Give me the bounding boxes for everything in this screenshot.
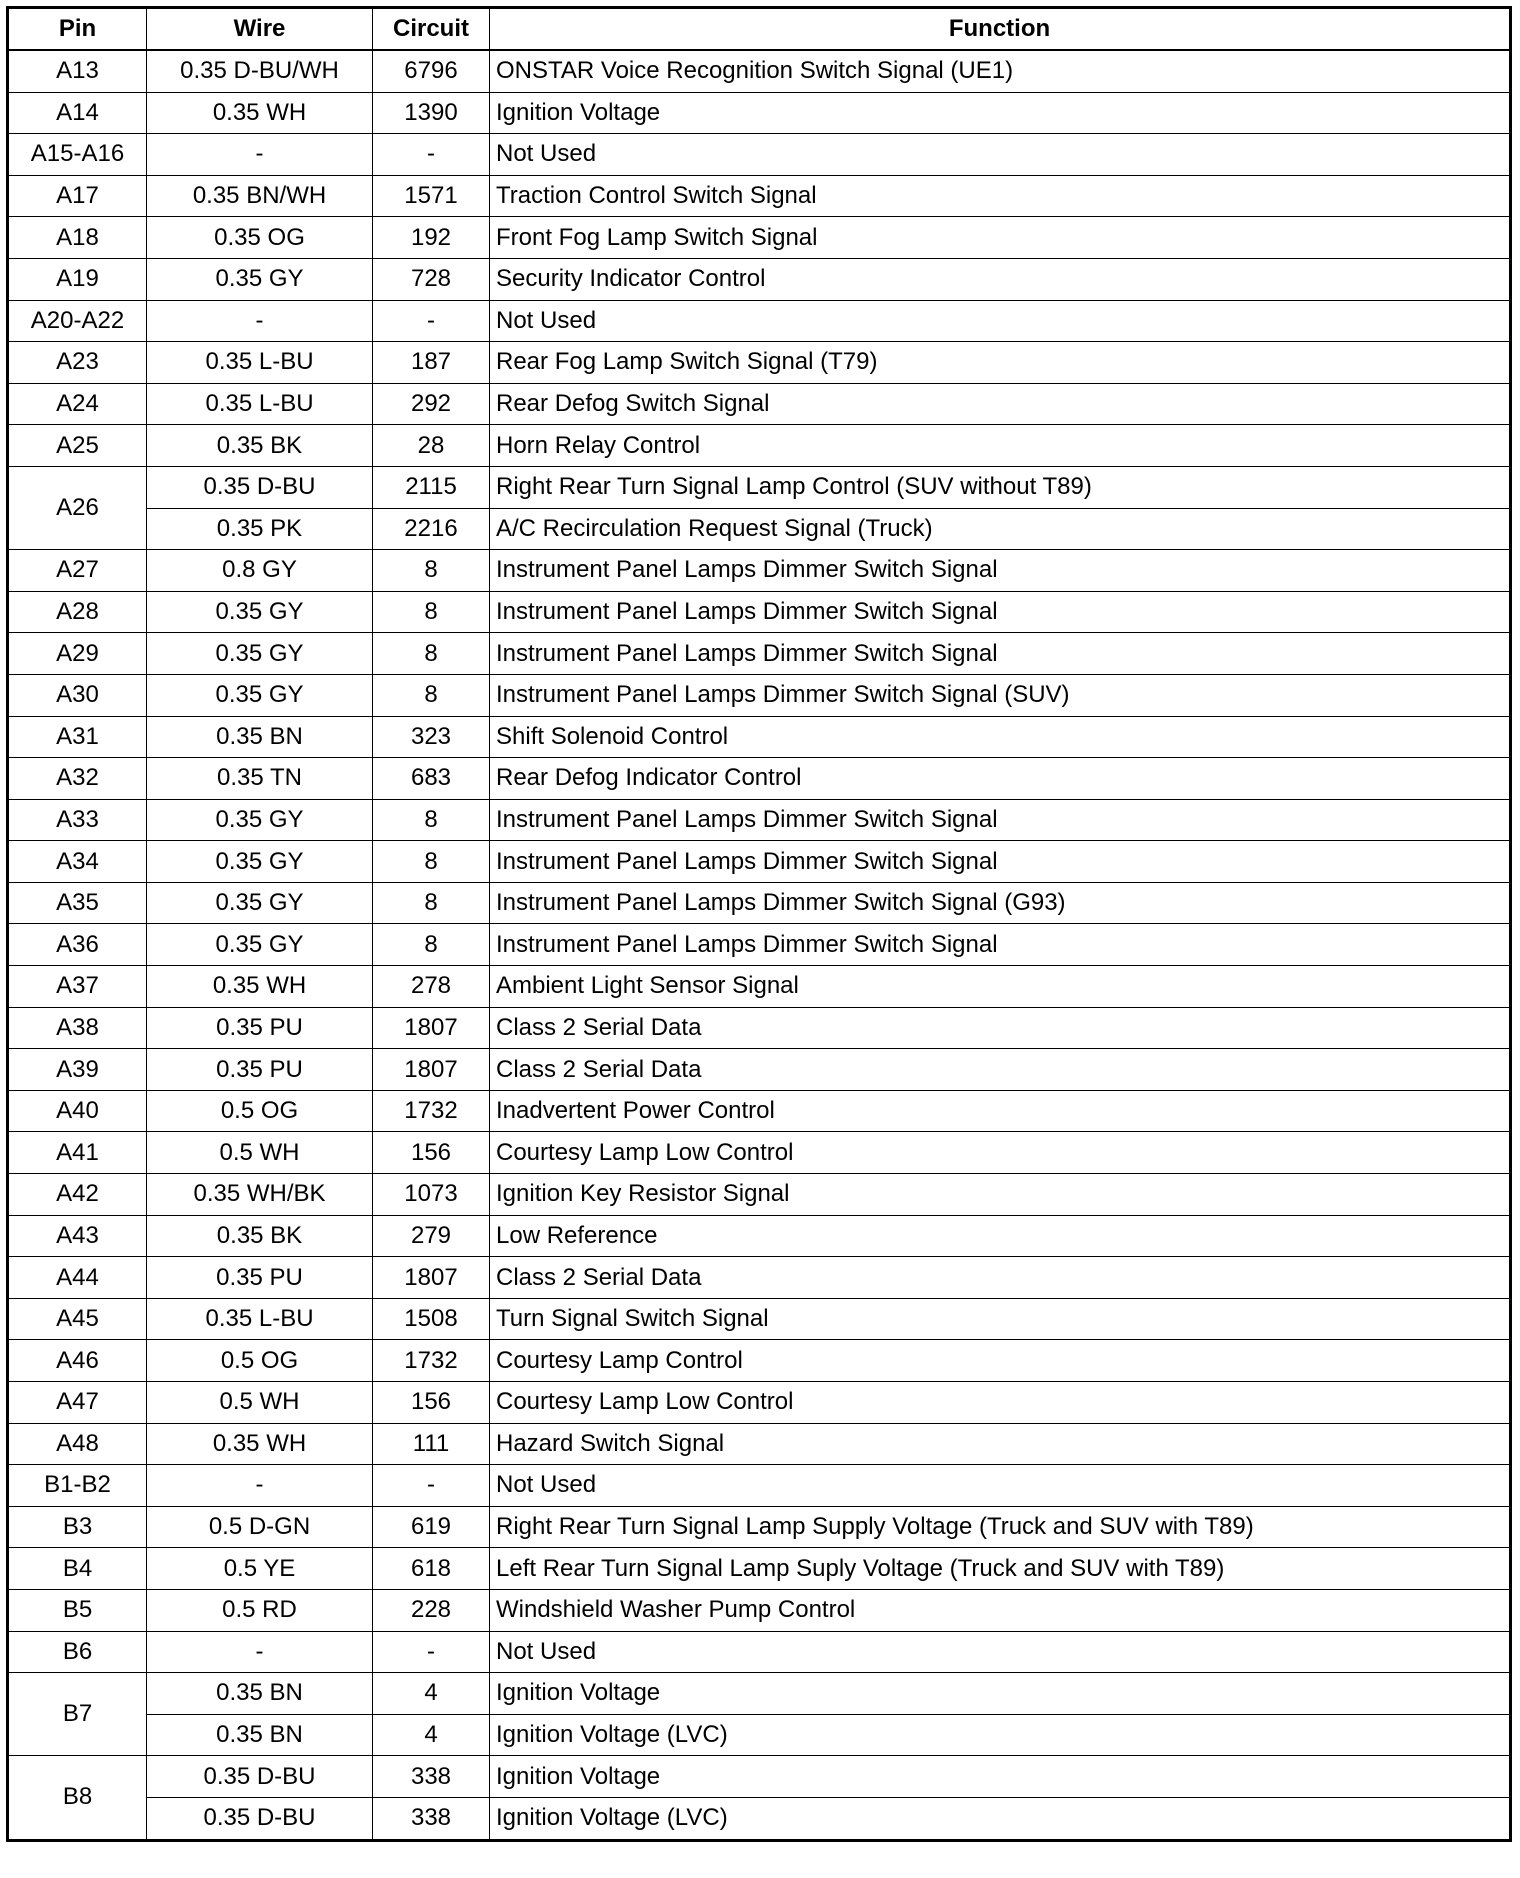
function-cell: Horn Relay Control (490, 425, 1511, 467)
table-row (8, 383, 1511, 425)
circuit-cell: - (373, 300, 490, 342)
header-pin: Pin (8, 8, 147, 51)
wire-cell: 0.5 WH (147, 1132, 373, 1174)
table-row (8, 716, 1511, 758)
wire-cell: 0.35 PU (147, 1007, 373, 1049)
function-cell: Front Fog Lamp Switch Signal (490, 217, 1511, 259)
pin-cell: A28 (8, 591, 147, 633)
function-cell: Instrument Panel Lamps Dimmer Switch Signal (490, 633, 1511, 675)
table-row (8, 591, 1511, 633)
table-row (8, 92, 1511, 134)
wire-cell: 0.35 L-BU (147, 383, 373, 425)
wire-cell: 0.5 D-GN (147, 1506, 373, 1548)
table-row (8, 674, 1511, 716)
header-circuit: Circuit (373, 8, 490, 51)
function-cell: Class 2 Serial Data (490, 1049, 1511, 1091)
circuit-cell: 619 (373, 1506, 490, 1548)
pin-cell: A25 (8, 425, 147, 467)
function-cell: Instrument Panel Lamps Dimmer Switch Signal (490, 841, 1511, 883)
wire-cell: 0.35 GY (147, 674, 373, 716)
table-row (8, 1298, 1511, 1340)
pin-cell: B5 (8, 1589, 147, 1631)
wire-cell: 0.35 PK (147, 508, 373, 550)
function-cell: Class 2 Serial Data (490, 1007, 1511, 1049)
pin-cell: A40 (8, 1090, 147, 1132)
table-row (8, 1215, 1511, 1257)
table-row (8, 1007, 1511, 1049)
function-cell: Ignition Voltage (490, 92, 1511, 134)
wire-cell: - (147, 300, 373, 342)
wire-cell: 0.35 D-BU (147, 466, 373, 508)
table-row (8, 466, 1511, 508)
circuit-cell: 323 (373, 716, 490, 758)
function-cell: Rear Defog Indicator Control (490, 758, 1511, 800)
header-row (8, 8, 1511, 51)
circuit-cell: - (373, 1465, 490, 1507)
circuit-cell: 8 (373, 799, 490, 841)
circuit-cell: 8 (373, 674, 490, 716)
pin-cell: A30 (8, 674, 147, 716)
table-row (8, 1548, 1511, 1590)
wire-cell: 0.35 GY (147, 591, 373, 633)
circuit-cell: 1571 (373, 175, 490, 217)
function-cell: Not Used (490, 1465, 1511, 1507)
circuit-cell: 279 (373, 1215, 490, 1257)
table-row (8, 1174, 1511, 1216)
circuit-cell: 156 (373, 1132, 490, 1174)
connector-pinout-table (6, 6, 1512, 1842)
function-cell: Courtesy Lamp Low Control (490, 1382, 1511, 1424)
function-cell: Ambient Light Sensor Signal (490, 966, 1511, 1008)
pin-cell: A19 (8, 258, 147, 300)
pin-cell: B3 (8, 1506, 147, 1548)
circuit-cell: 292 (373, 383, 490, 425)
wire-cell: 0.35 WH/BK (147, 1174, 373, 1216)
function-cell: Right Rear Turn Signal Lamp Control (SUV without T89) (490, 466, 1511, 508)
function-cell: Courtesy Lamp Control (490, 1340, 1511, 1382)
pin-cell: A27 (8, 550, 147, 592)
table-row (8, 633, 1511, 675)
wire-cell: 0.35 GY (147, 799, 373, 841)
pin-cell: A48 (8, 1423, 147, 1465)
wire-cell: 0.35 GY (147, 924, 373, 966)
pin-cell: A36 (8, 924, 147, 966)
wire-cell: 0.35 PU (147, 1049, 373, 1091)
circuit-cell: 4 (373, 1714, 490, 1756)
function-cell: Rear Fog Lamp Switch Signal (T79) (490, 342, 1511, 384)
function-cell: Shift Solenoid Control (490, 716, 1511, 758)
circuit-cell: 1807 (373, 1257, 490, 1299)
pin-cell: A44 (8, 1257, 147, 1299)
table-row (8, 1132, 1511, 1174)
table-body (8, 50, 1511, 1840)
circuit-cell: 111 (373, 1423, 490, 1465)
function-cell: Instrument Panel Lamps Dimmer Switch Signal (490, 591, 1511, 633)
table-row (8, 300, 1511, 342)
table-row (8, 758, 1511, 800)
table-row (8, 841, 1511, 883)
table-row (8, 924, 1511, 966)
table-row (8, 425, 1511, 467)
header-wire: Wire (147, 8, 373, 51)
table-row (8, 1631, 1511, 1673)
wire-cell: 0.35 D-BU/WH (147, 50, 373, 92)
circuit-cell: 1732 (373, 1090, 490, 1132)
wire-cell: 0.35 BN (147, 1673, 373, 1715)
circuit-cell: 6796 (373, 50, 490, 92)
table-row (8, 1340, 1511, 1382)
function-cell: A/C Recirculation Request Signal (Truck) (490, 508, 1511, 550)
wire-cell: 0.35 PU (147, 1257, 373, 1299)
circuit-cell: 1508 (373, 1298, 490, 1340)
pin-cell: B4 (8, 1548, 147, 1590)
table-row (8, 342, 1511, 384)
table-row (8, 1714, 1511, 1756)
function-cell: Instrument Panel Lamps Dimmer Switch Signal (SUV) (490, 674, 1511, 716)
circuit-cell: 187 (373, 342, 490, 384)
table-row (8, 134, 1511, 176)
circuit-cell: 2115 (373, 466, 490, 508)
circuit-cell: 1732 (373, 1340, 490, 1382)
wire-cell: 0.35 TN (147, 758, 373, 800)
table-row (8, 1797, 1511, 1840)
circuit-cell: 228 (373, 1589, 490, 1631)
wire-cell: 0.5 WH (147, 1382, 373, 1424)
circuit-cell: 1807 (373, 1007, 490, 1049)
wire-cell: 0.35 GY (147, 633, 373, 675)
circuit-cell: 2216 (373, 508, 490, 550)
pin-cell: A43 (8, 1215, 147, 1257)
pin-cell: B7 (8, 1673, 147, 1756)
pin-cell: A38 (8, 1007, 147, 1049)
pin-cell: A26 (8, 466, 147, 549)
table-row (8, 1090, 1511, 1132)
table-row (8, 1756, 1511, 1798)
circuit-cell: 1807 (373, 1049, 490, 1091)
function-cell: ONSTAR Voice Recognition Switch Signal (UE1) (490, 50, 1511, 92)
function-cell: Traction Control Switch Signal (490, 175, 1511, 217)
circuit-cell: 8 (373, 882, 490, 924)
table-row (8, 1382, 1511, 1424)
function-cell: Security Indicator Control (490, 258, 1511, 300)
wire-cell: - (147, 134, 373, 176)
circuit-cell: 8 (373, 550, 490, 592)
pin-cell: B6 (8, 1631, 147, 1673)
circuit-cell: 8 (373, 633, 490, 675)
table-row (8, 966, 1511, 1008)
pin-cell: A42 (8, 1174, 147, 1216)
function-cell: Instrument Panel Lamps Dimmer Switch Signal (G93) (490, 882, 1511, 924)
function-cell: Ignition Key Resistor Signal (490, 1174, 1511, 1216)
pin-cell: A33 (8, 799, 147, 841)
function-cell: Windshield Washer Pump Control (490, 1589, 1511, 1631)
pin-cell: B8 (8, 1756, 147, 1840)
wire-cell: 0.35 WH (147, 966, 373, 1008)
circuit-cell: - (373, 134, 490, 176)
circuit-cell: 618 (373, 1548, 490, 1590)
circuit-cell: 1073 (373, 1174, 490, 1216)
wire-cell: 0.35 WH (147, 1423, 373, 1465)
pin-cell: A14 (8, 92, 147, 134)
pin-cell: A23 (8, 342, 147, 384)
table-row (8, 217, 1511, 259)
wire-cell: - (147, 1465, 373, 1507)
table-row (8, 1673, 1511, 1715)
circuit-cell: 8 (373, 841, 490, 883)
wire-cell: 0.35 BN (147, 1714, 373, 1756)
function-cell: Instrument Panel Lamps Dimmer Switch Signal (490, 550, 1511, 592)
pin-cell: A20-A22 (8, 300, 147, 342)
function-cell: Turn Signal Switch Signal (490, 1298, 1511, 1340)
pin-cell: A31 (8, 716, 147, 758)
table-row (8, 1506, 1511, 1548)
function-cell: Hazard Switch Signal (490, 1423, 1511, 1465)
pin-cell: A39 (8, 1049, 147, 1091)
header-function: Function (490, 8, 1511, 51)
wire-cell: 0.35 GY (147, 841, 373, 883)
circuit-cell: 8 (373, 591, 490, 633)
wire-cell: - (147, 1631, 373, 1673)
pin-cell: A32 (8, 758, 147, 800)
pin-cell: B1-B2 (8, 1465, 147, 1507)
table-row (8, 882, 1511, 924)
pin-cell: A29 (8, 633, 147, 675)
function-cell: Courtesy Lamp Low Control (490, 1132, 1511, 1174)
wire-cell: 0.5 OG (147, 1340, 373, 1382)
wire-cell: 0.35 L-BU (147, 1298, 373, 1340)
wire-cell: 0.35 GY (147, 882, 373, 924)
wire-cell: 0.35 L-BU (147, 342, 373, 384)
pin-cell: A18 (8, 217, 147, 259)
wire-cell: 0.35 GY (147, 258, 373, 300)
circuit-cell: 192 (373, 217, 490, 259)
pin-cell: A24 (8, 383, 147, 425)
table-header (8, 8, 1511, 51)
wire-cell: 0.35 BN/WH (147, 175, 373, 217)
circuit-cell: 338 (373, 1756, 490, 1798)
wire-cell: 0.8 GY (147, 550, 373, 592)
circuit-cell: 4 (373, 1673, 490, 1715)
table-row (8, 1049, 1511, 1091)
function-cell: Low Reference (490, 1215, 1511, 1257)
function-cell: Instrument Panel Lamps Dimmer Switch Signal (490, 799, 1511, 841)
function-cell: Ignition Voltage (490, 1673, 1511, 1715)
table-row (8, 1257, 1511, 1299)
pin-cell: A45 (8, 1298, 147, 1340)
table-row (8, 1423, 1511, 1465)
circuit-cell: 8 (373, 924, 490, 966)
function-cell: Ignition Voltage (LVC) (490, 1797, 1511, 1840)
pin-cell: A34 (8, 841, 147, 883)
table-row (8, 508, 1511, 550)
function-cell: Not Used (490, 1631, 1511, 1673)
function-cell: Right Rear Turn Signal Lamp Supply Voltage (Truck and SUV with T89) (490, 1506, 1511, 1548)
table-row (8, 175, 1511, 217)
pin-cell: A41 (8, 1132, 147, 1174)
circuit-cell: 338 (373, 1797, 490, 1840)
function-cell: Ignition Voltage (LVC) (490, 1714, 1511, 1756)
circuit-cell: 156 (373, 1382, 490, 1424)
pin-cell: A13 (8, 50, 147, 92)
pin-cell: A17 (8, 175, 147, 217)
function-cell: Inadvertent Power Control (490, 1090, 1511, 1132)
table-row (8, 1465, 1511, 1507)
circuit-cell: 683 (373, 758, 490, 800)
circuit-cell: 278 (373, 966, 490, 1008)
pin-cell: A15-A16 (8, 134, 147, 176)
pin-cell: A35 (8, 882, 147, 924)
wire-cell: 0.35 OG (147, 217, 373, 259)
wire-cell: 0.35 BN (147, 716, 373, 758)
wire-cell: 0.5 RD (147, 1589, 373, 1631)
function-cell: Not Used (490, 300, 1511, 342)
wire-cell: 0.35 D-BU (147, 1797, 373, 1840)
function-cell: Rear Defog Switch Signal (490, 383, 1511, 425)
wire-cell: 0.35 BK (147, 1215, 373, 1257)
table-row (8, 799, 1511, 841)
pin-cell: A37 (8, 966, 147, 1008)
circuit-cell: - (373, 1631, 490, 1673)
function-cell: Instrument Panel Lamps Dimmer Switch Signal (490, 924, 1511, 966)
pin-cell: A46 (8, 1340, 147, 1382)
function-cell: Not Used (490, 134, 1511, 176)
table-row (8, 258, 1511, 300)
table-row (8, 550, 1511, 592)
circuit-cell: 728 (373, 258, 490, 300)
pin-cell: A47 (8, 1382, 147, 1424)
wire-cell: 0.35 WH (147, 92, 373, 134)
table-row (8, 50, 1511, 92)
circuit-cell: 28 (373, 425, 490, 467)
wire-cell: 0.35 BK (147, 425, 373, 467)
circuit-cell: 1390 (373, 92, 490, 134)
function-cell: Ignition Voltage (490, 1756, 1511, 1798)
function-cell: Class 2 Serial Data (490, 1257, 1511, 1299)
wire-cell: 0.5 OG (147, 1090, 373, 1132)
wire-cell: 0.35 D-BU (147, 1756, 373, 1798)
wire-cell: 0.5 YE (147, 1548, 373, 1590)
function-cell: Left Rear Turn Signal Lamp Suply Voltage (Truck and SUV with T89) (490, 1548, 1511, 1590)
table-row (8, 1589, 1511, 1631)
